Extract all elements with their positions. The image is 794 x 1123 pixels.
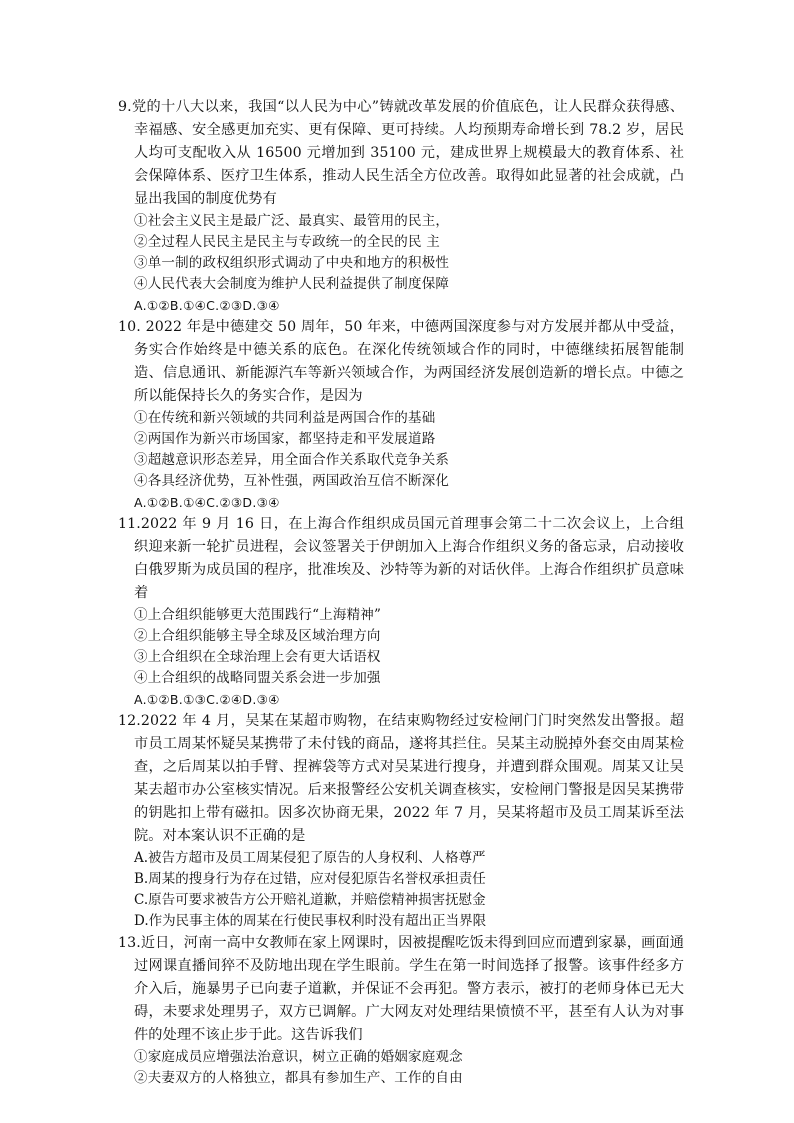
statement-4: ④人民代表大会制度为维护人民利益提供了制度保障 (134, 276, 450, 292)
question-11 (118, 513, 684, 710)
statement-3: ③超越意识形态差异，用全面合作关系取代竞争关系 (134, 452, 450, 468)
answer-choices: A.①②B.①④C.②③D.③④ (134, 298, 280, 313)
statement-1: ①家庭成员应增强法治意识，树立正确的婚姻家庭观念 (134, 1049, 463, 1065)
question-stem: 12.2022 年 4 月，吴某在某超市购物，在结束购物经过安检闸门门时突然发出警报。超市员工周某怀疑吴某携带了未付钱的商品，遂将其拦住。吴某主动脱掉外套交由周某检查，之后周某以拍手臂、捏裤袋等方式对吴某进行搜身，并遭到群众围观。周某又让吴某去超市办公室核实情况。后来报警经公安机关调查核实，安检闸门警报是因吴某携带的钥匙扣上带有磁扣。因多次协商无果，2022 年 7 月，吴某将超市及员工周某诉至法院。对本案认识不正确的是 (118, 713, 684, 844)
question-list (118, 96, 684, 1089)
question-9 (118, 96, 684, 316)
choice-a: A.被告方超市及员工周某侵犯了原告的人身权利、人格尊严 (134, 850, 486, 866)
answer-choices: A.①②B.①③C.②④D.③④ (134, 692, 280, 707)
statement-3: ③上合组织在全球治理上会有更大话语权 (134, 649, 381, 665)
question-10 (118, 316, 684, 513)
statement-2: ②两国作为新兴市场国家，都坚持走和平发展道路 (134, 431, 436, 447)
statement-1: ①在传统和新兴领域的共同利益是两国合作的基础 (134, 410, 436, 426)
question-12 (118, 710, 684, 932)
statement-2: ②全过程人民民主是民主与专政统一的全民的民 主 (134, 234, 440, 250)
statement-2: ②上合组织能够主导全球及区域治理方向 (134, 628, 381, 644)
question-stem: 9.党的十八大以来，我国“以人民为中心”铸就改革发展的价值底色，让人民群众获得感、幸福感、安全感更加充实、更有保障、更可持续。人均预期寿命增长到 78.2 岁，居民人均可支配收入从 16500 元增加到 35100 元，建成世界上规模最大的教育体系、社会保障体系、医疗卫生体系，推动人民生活全方位改善。取得如此显著的社会成就，凸显出我国的制度优势有 (118, 99, 684, 207)
question-stem: 11.2022 年 9 月 16 日，在上海合作组织成员国元首理事会第二十二次会议上，上合组织迎来新一轮扩员进程，会议签署关于伊朗加入上海合作组织义务的备忘录，启动接收白俄罗斯为成员国的程序，批准埃及、沙特等为新的对话伙伴。上海合作组织扩员意味着 (118, 516, 684, 601)
answer-choices: A.①②B.①④C.②③D.③④ (134, 495, 280, 510)
statement-4: ④各具经济优势，互补性强，两国政治互信不断深化 (134, 473, 450, 489)
question-stem: 13.近日，河南一高中女教师在家上网课时，因被提醒吃饭未得到回应而遭到家暴，画面通过网课直播间猝不及防地出现在学生眼前。学生在第一时间选择了报警。该事件经多方介入后，施暴男子已向妻子道歉，并保证不会再犯。警方表示，被打的老师身体已无大碍，未要求处理男子，双方已调解。广大网友对处理结果愤愤不平，甚至有人认为对事件的处理不该止步于此。这告诉我们 (118, 935, 684, 1043)
question-stem: 10. 2022 年是中德建交 50 周年，50 年来，中德两国深度参与对方发展并都从中受益，务实合作始终是中德关系的底色。在深化传统领域合作的同时，中德继续拓展智能制造、信息通讯、新能源汽车等新兴领域合作，为两国经济发展创造新的增长点。中德之所以能保持长久的务实合作，是因为 (118, 319, 684, 404)
statement-4: ④上合组织的战略同盟关系会进一步加强 (134, 670, 381, 686)
statement-1: ①上合组织能够更大范围践行“上海精神” (134, 607, 382, 623)
question-13 (118, 932, 684, 1089)
statement-3: ③单一制的政权组织形式调动了中央和地方的积极性 (134, 255, 450, 271)
choice-b: B.周某的搜身行为存在过错，应对侵犯原告名誉权承担责任 (134, 871, 486, 887)
statement-2: ②夫妻双方的人格独立，都具有参加生产、工作的自由 (134, 1070, 463, 1086)
choice-c: C.原告可要求被告方公开赔礼道歉，并赔偿精神损害抚慰金 (134, 892, 486, 908)
choice-d: D.作为民事主体的周某在行使民事权利时没有超出正当界限 (134, 913, 487, 929)
statement-1: ①社会主义民主是最广泛、最真实、最管用的民主， (134, 213, 450, 229)
